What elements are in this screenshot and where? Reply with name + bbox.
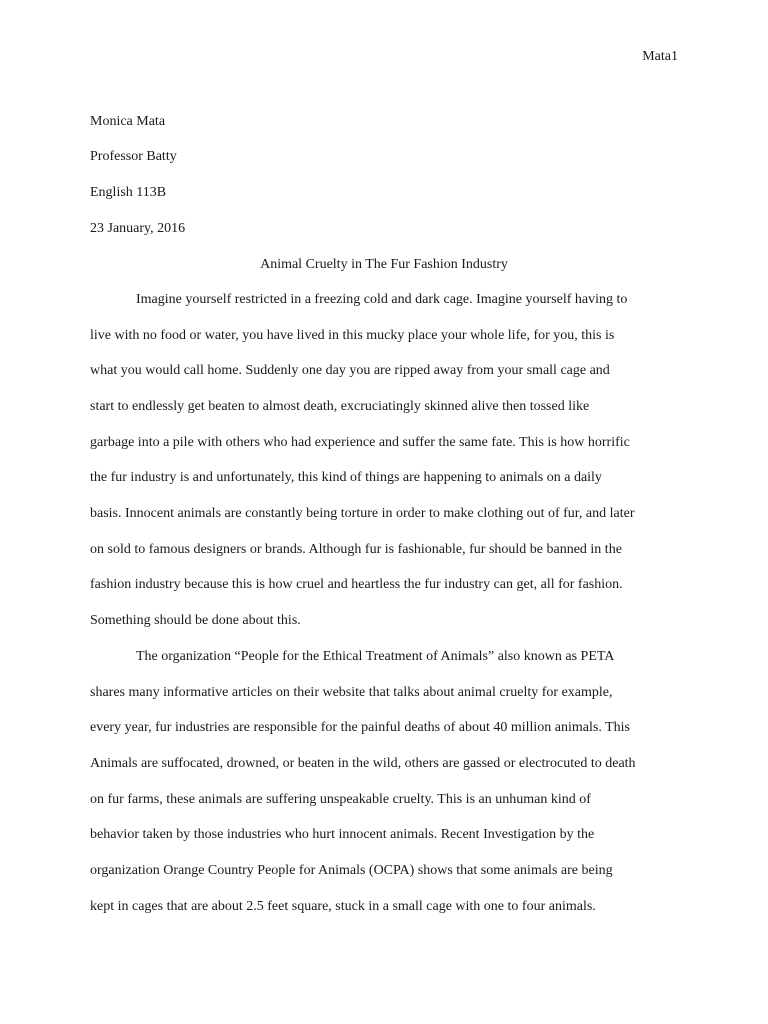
- course-name: English 113B: [90, 185, 167, 200]
- professor-name: Professor Batty: [90, 149, 177, 164]
- paragraph-line: organization Orange Country People for Animals (OCPA) shows that some animals are being: [90, 863, 613, 878]
- paragraph-line: garbage into a pile with others who had experience and suffer the same fate. This is how horrific: [90, 435, 630, 450]
- paragraph-line: on fur farms, these animals are suffering unspeakable cruelty. This is an unhuman kind of: [90, 792, 591, 807]
- document-date: 23 January, 2016: [90, 221, 186, 236]
- page-header-label: Mata1: [642, 49, 678, 64]
- paragraph-line: Something should be done about this.: [90, 613, 301, 628]
- paragraph-line: what you would call home. Suddenly one day you are ripped away from your small cage and: [90, 363, 610, 378]
- paragraph-line: the fur industry is and unfortunately, this kind of things are happening to animals on a daily: [90, 470, 602, 485]
- paragraph-line: every year, fur industries are responsible for the painful deaths of about 40 million animals. This: [90, 720, 630, 735]
- paragraph-line: fashion industry because this is how cruel and heartless the fur industry can get, all for fashion.: [90, 577, 623, 592]
- paragraph-line: kept in cages that are about 2.5 feet square, stuck in a small cage with one to four animals.: [90, 899, 596, 914]
- paragraph-line: basis. Innocent animals are constantly being torture in order to make clothing out of fur, and later: [90, 506, 635, 521]
- author-name: Monica Mata: [90, 114, 166, 129]
- paragraph-line: behavior taken by those industries who hurt innocent animals. Recent Investigation by the: [90, 827, 595, 842]
- essay-title: Animal Cruelty in The Fur Fashion Industry: [260, 257, 508, 272]
- paragraph-line: Animals are suffocated, drowned, or beaten in the wild, others are gassed or electrocuted to death: [90, 756, 636, 771]
- paragraph-line: start to endlessly get beaten to almost death, excruciatingly skinned alive then tossed like: [90, 399, 590, 414]
- paragraph-line: on sold to famous designers or brands. Although fur is fashionable, fur should be banned in the: [90, 542, 622, 557]
- paragraph-line: shares many informative articles on their website that talks about animal cruelty for example,: [90, 685, 613, 700]
- paragraph-line: Imagine yourself restricted in a freezing cold and dark cage. Imagine yourself having to: [136, 292, 628, 307]
- paragraph-line: live with no food or water, you have lived in this mucky place your whole life, for you, this is: [90, 328, 615, 343]
- paragraph-line: The organization “People for the Ethical Treatment of Animals” also known as PETA: [136, 649, 615, 664]
